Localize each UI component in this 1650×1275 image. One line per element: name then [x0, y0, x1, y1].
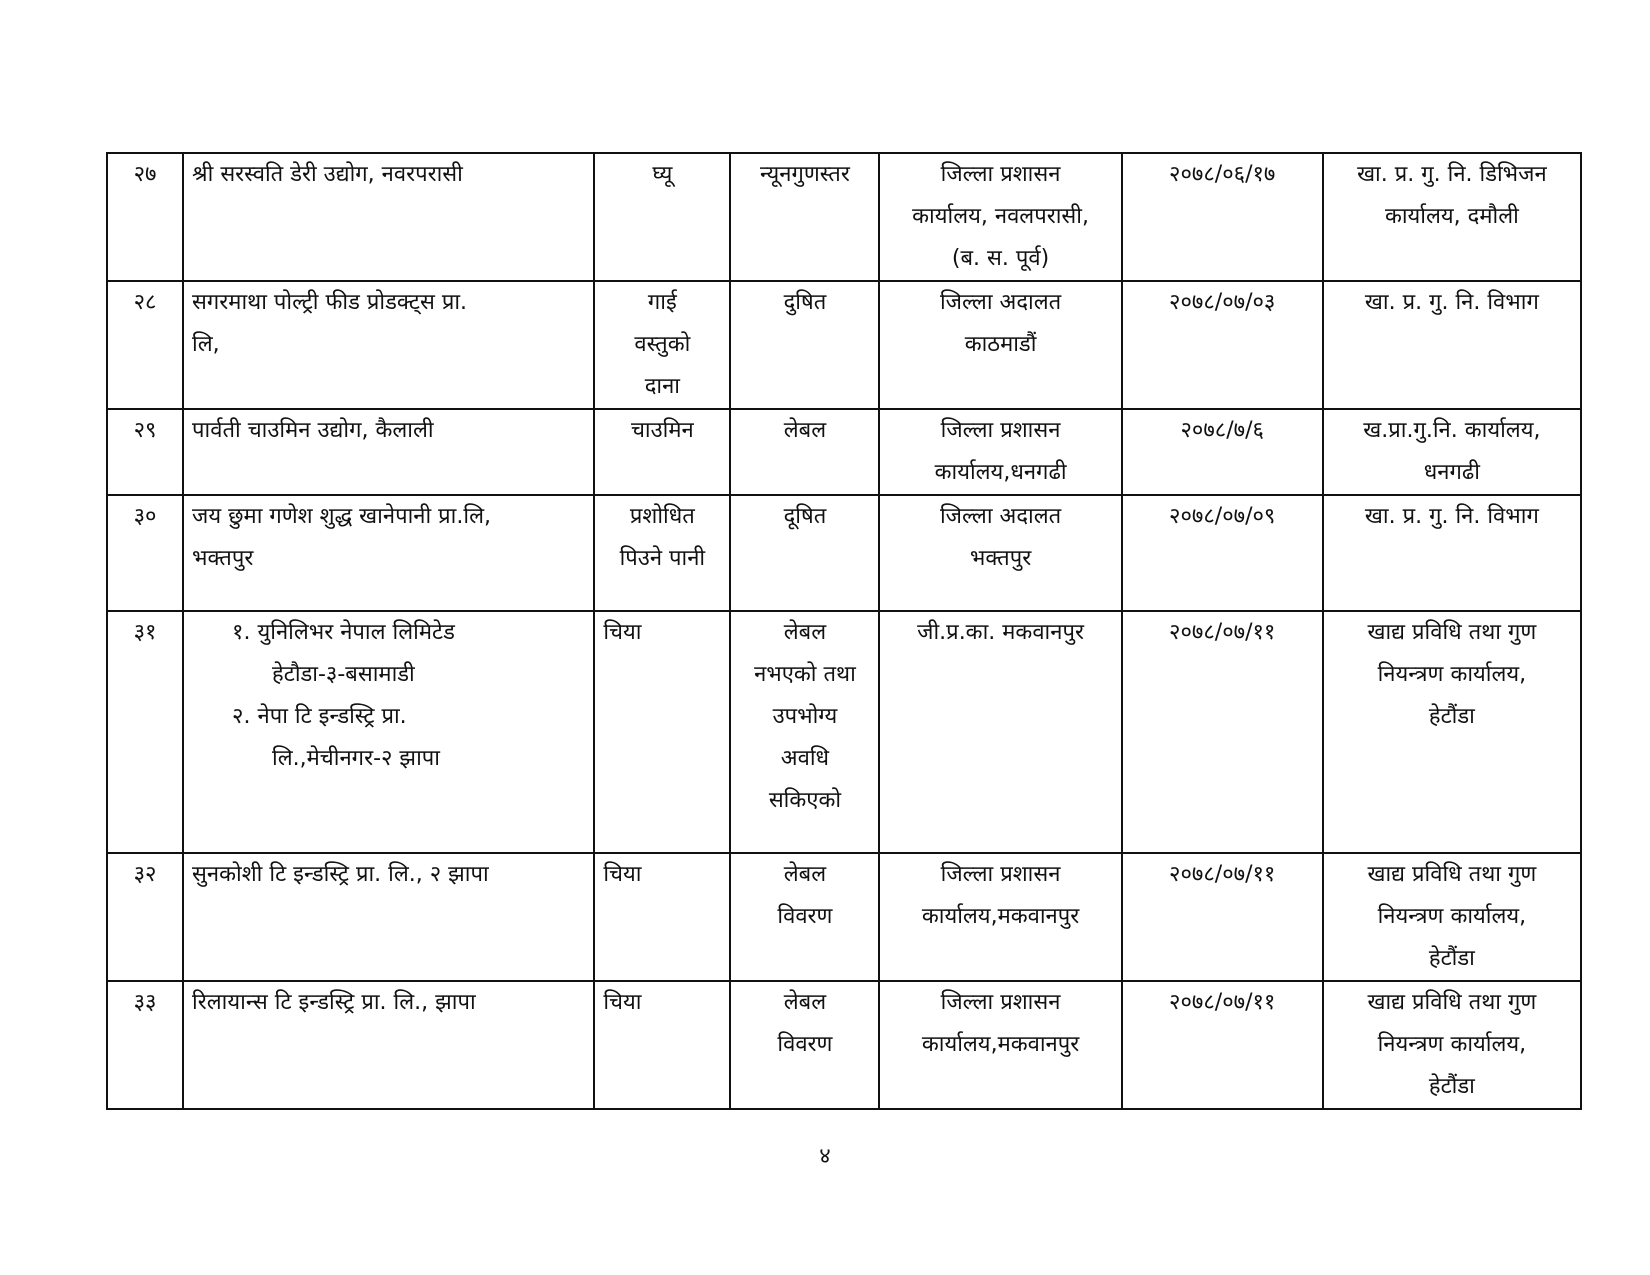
office: जिल्ला प्रशासन कार्यालय, नवलपरासी, (ब. स. पूर्व) — [879, 153, 1121, 281]
office: जिल्ला अदालत काठमाडौं — [879, 281, 1121, 409]
table-row — [107, 153, 1581, 281]
industry-name: सुनकोशी टि इन्डस्ट्रि प्रा. लि., २ झापा — [183, 853, 594, 981]
industry-name: रिलायान्स टि इन्डस्ट्रि प्रा. लि., झापा — [183, 981, 594, 1109]
product: चिया — [594, 853, 730, 981]
records-table — [106, 152, 1582, 1110]
date: २०७८/०७/०३ — [1122, 281, 1323, 409]
date: २०७८/७/६ — [1122, 409, 1323, 495]
issue: लेबल — [730, 409, 879, 495]
complainant: खा. प्र. गु. नि. डिभिजन कार्यालय, दमौली — [1323, 153, 1581, 281]
serial-number: ३१ — [107, 611, 183, 853]
date: २०७८/०७/११ — [1122, 611, 1323, 853]
serial-number: ३० — [107, 495, 183, 611]
complainant: ख.प्रा.गु.नि. कार्यालय, धनगढी — [1323, 409, 1581, 495]
issue: दूषित — [730, 495, 879, 611]
serial-number: ३३ — [107, 981, 183, 1109]
page-number: ४ — [819, 1144, 831, 1169]
office: जिल्ला अदालत भक्तपुर — [879, 495, 1121, 611]
industry-subitem: १. युनिलिभर नेपाल लिमिटेड हेटौडा-३-बसामाडी — [232, 620, 455, 687]
table-row — [107, 853, 1581, 981]
complainant: खा. प्र. गु. नि. विभाग — [1323, 281, 1581, 409]
date: २०७८/०७/०९ — [1122, 495, 1323, 611]
product: चिया — [594, 611, 730, 853]
complainant: खाद्य प्रविधि तथा गुण नियन्त्रण कार्यालय, हेटौंडा — [1323, 853, 1581, 981]
industry-subitem: २. नेपा टि इन्डस्ट्रि प्रा. लि.,मेचीनगर-२ झापा — [232, 704, 440, 771]
office: जिल्ला प्रशासन कार्यालय,मकवानपुर — [879, 981, 1121, 1109]
issue: दुषित — [730, 281, 879, 409]
table-row — [107, 981, 1581, 1109]
complainant: खाद्य प्रविधि तथा गुण नियन्त्रण कार्यालय, हेटौंडा — [1323, 981, 1581, 1109]
complainant: खा. प्र. गु. नि. विभाग — [1323, 495, 1581, 611]
table-row — [107, 611, 1581, 853]
industry-name: श्री सरस्वति डेरी उद्योग, नवरपरासी — [183, 153, 594, 281]
serial-number: ३२ — [107, 853, 183, 981]
office: जिल्ला प्रशासन कार्यालय,धनगढी — [879, 409, 1121, 495]
date: २०७८/०६/१७ — [1122, 153, 1323, 281]
office: जिल्ला प्रशासन कार्यालय,मकवानपुर — [879, 853, 1121, 981]
industry-name: सगरमाथा पोल्ट्री फीड प्रोडक्ट्स प्रा. लि, — [183, 281, 594, 409]
serial-number: २९ — [107, 409, 183, 495]
date: २०७८/०७/११ — [1122, 981, 1323, 1109]
product: चिया — [594, 981, 730, 1109]
industry-name: जय छुमा गणेश शुद्ध खानेपानी प्रा.लि, भक्तपुर — [183, 495, 594, 611]
issue: लेबल विवरण — [730, 981, 879, 1109]
industry-name — [183, 611, 594, 853]
complainant: खाद्य प्रविधि तथा गुण नियन्त्रण कार्यालय, हेटौंडा — [1323, 611, 1581, 853]
product: घ्यू — [594, 153, 730, 281]
industry-name: पार्वती चाउमिन उद्योग, कैलाली — [183, 409, 594, 495]
product: चाउमिन — [594, 409, 730, 495]
office: जी.प्र.का. मकवानपुर — [879, 611, 1121, 853]
issue: लेबल नभएको तथा उपभोग्य अवधि सकिएको — [730, 611, 879, 853]
serial-number: २७ — [107, 153, 183, 281]
serial-number: २८ — [107, 281, 183, 409]
table-row — [107, 495, 1581, 611]
issue: न्यूनगुणस्तर — [730, 153, 879, 281]
table-row — [107, 281, 1581, 409]
table-row — [107, 409, 1581, 495]
date: २०७८/०७/११ — [1122, 853, 1323, 981]
product: गाई वस्तुको दाना — [594, 281, 730, 409]
issue: लेबल विवरण — [730, 853, 879, 981]
product: प्रशोधित पिउने पानी — [594, 495, 730, 611]
